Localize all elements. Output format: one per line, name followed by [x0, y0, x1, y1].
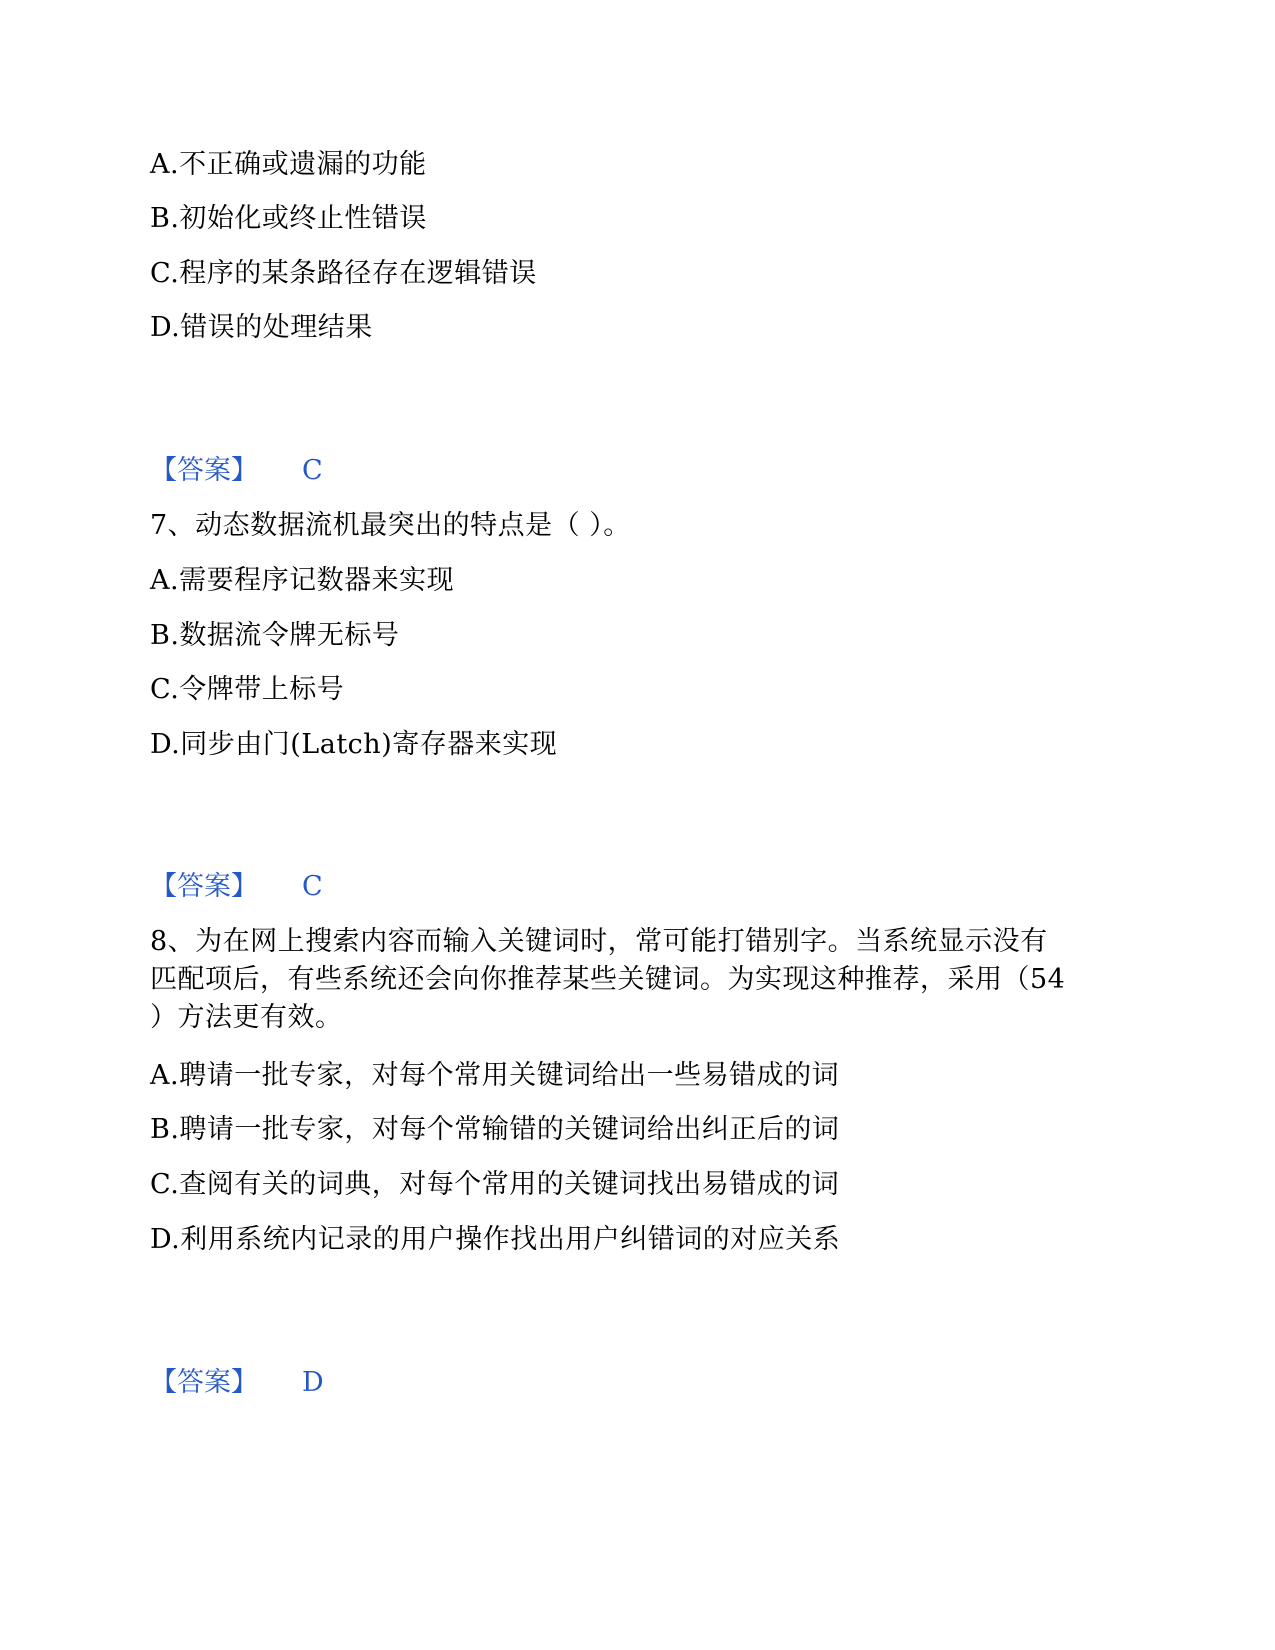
- q7-stem: 7、动态数据流机最突出的特点是（ ）。: [150, 510, 631, 541]
- q6-option-b: B.初始化或终止性错误: [150, 203, 427, 234]
- q8-stem-line-1: 8、为在网上搜索内容而输入关键词时，常可能打错别字。当系统显示没有: [150, 926, 1048, 957]
- q7-option-d: D.同步由门(Latch)寄存器来实现: [150, 729, 558, 760]
- q8-option-c: C.查阅有关的词典，对每个常用的关键词找出易错成的词: [150, 1169, 840, 1200]
- q6-option-d: D.错误的处理结果: [150, 312, 373, 343]
- q6-answer-value: C: [302, 455, 323, 486]
- q7-answer-label: 【答案】: [150, 871, 258, 902]
- q6-answer-label: 【答案】: [150, 455, 258, 486]
- q6-answer: [150, 452, 323, 490]
- q6-option-c: C.程序的某条路径存在逻辑错误: [150, 258, 537, 289]
- q8-stem-line-2: 匹配项后，有些系统还会向你推荐某些关键词。为实现这种推荐，采用（54: [150, 964, 1066, 995]
- q6-option-a: A.不正确或遗漏的功能: [150, 149, 427, 180]
- q7-answer: [150, 868, 323, 906]
- q8-answer: [150, 1364, 324, 1402]
- q7-option-a: A.需要程序记数器来实现: [150, 565, 455, 596]
- q8-option-b: B.聘请一批专家，对每个常输错的关键词给出纠正后的词: [150, 1114, 840, 1145]
- q8-stem-line-3: ）方法更有效。: [150, 1002, 343, 1033]
- q8-answer-value: D: [302, 1367, 324, 1398]
- q8-answer-label: 【答案】: [150, 1367, 258, 1398]
- q7-option-c: C.令牌带上标号: [150, 674, 345, 705]
- q8-option-d: D.利用系统内记录的用户操作找出用户纠错词的对应关系: [150, 1224, 841, 1255]
- q7-option-b: B.数据流令牌无标号: [150, 620, 400, 651]
- q8-option-a: A.聘请一批专家，对每个常用关键词给出一些易错成的词: [150, 1060, 840, 1091]
- q7-answer-value: C: [302, 871, 323, 902]
